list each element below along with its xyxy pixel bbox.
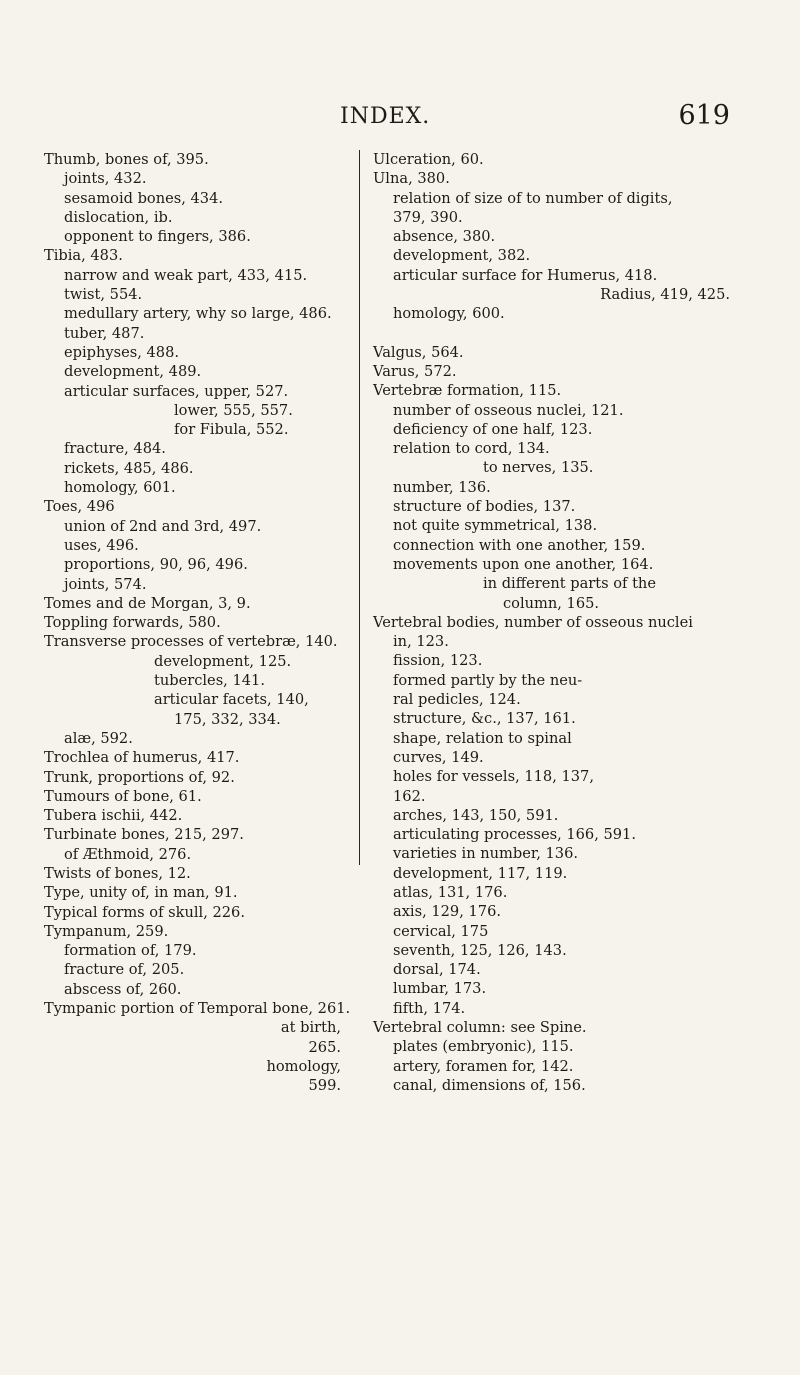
index-entry: Tumours of bone, 61. bbox=[44, 787, 202, 805]
index-entry: varieties in number, 136. bbox=[393, 845, 578, 863]
index-entry: formed partly by the neu- bbox=[393, 671, 583, 689]
index-entry: joints, 574. bbox=[64, 575, 147, 593]
index-entry: twist, 554. bbox=[64, 286, 143, 304]
index-entry: seventh, 125, 126, 143. bbox=[393, 941, 567, 959]
index-entry: connection with one another, 159. bbox=[393, 536, 646, 554]
index-entry: dorsal, 174. bbox=[393, 961, 481, 979]
index-entry: 599. bbox=[308, 1077, 341, 1095]
index-entry: Radius, 419, 425. bbox=[600, 286, 730, 304]
index-entry: of Æthmoid, 276. bbox=[64, 845, 192, 863]
index-entry: epiphyses, 488. bbox=[64, 343, 180, 361]
index-entry: formation of, 179. bbox=[64, 942, 197, 960]
index-entry: cervical, 175 bbox=[393, 922, 489, 940]
index-entry: deficiency of one half, 123. bbox=[393, 420, 593, 438]
index-entry: for Fibula, 552. bbox=[174, 421, 289, 439]
entry-gap bbox=[373, 324, 738, 343]
index-entry: Vertebral bodies, number of osseous nuclei bbox=[373, 613, 693, 631]
page-header bbox=[0, 100, 800, 140]
index-entry: articular facets, 140, bbox=[154, 691, 309, 709]
index-entry: curves, 149. bbox=[393, 748, 484, 766]
index-entry: articular surface for Humerus, 418. bbox=[393, 266, 658, 284]
index-entry: fission, 123. bbox=[393, 652, 483, 670]
index-column-right bbox=[373, 150, 738, 1095]
index-entry: Thumb, bones of, 395. bbox=[44, 151, 209, 168]
index-entry: proportions, 90, 96, 496. bbox=[64, 556, 248, 574]
index-entry: dislocation, ib. bbox=[64, 208, 173, 226]
index-entry: Vertebral column: see Spine. bbox=[373, 1019, 587, 1037]
index-entry: movements upon one another, 164. bbox=[393, 555, 654, 573]
index-entry: joints, 432. bbox=[64, 170, 147, 188]
index-entry: plates (embryonic), 115. bbox=[393, 1038, 574, 1056]
index-entry: opponent to fingers, 386. bbox=[64, 228, 251, 246]
index-entry: absence, 380. bbox=[393, 228, 496, 246]
index-entry: canal, dimensions of, 156. bbox=[393, 1076, 586, 1094]
page-number: 619 bbox=[678, 100, 730, 131]
index-entry: Twists of bones, 12. bbox=[44, 864, 191, 882]
index-entry: in different parts of the bbox=[483, 575, 656, 593]
index-entry: Ulceration, 60. bbox=[373, 151, 484, 168]
index-entry: number of osseous nuclei, 121. bbox=[393, 401, 624, 419]
index-entry: Tomes and de Morgan, 3, 9. bbox=[44, 594, 251, 612]
index-entry: Vertebræ formation, 115. bbox=[373, 382, 562, 400]
index-entry: Type, unity of, in man, 91. bbox=[44, 884, 238, 902]
index-entry: tubercles, 141. bbox=[154, 672, 265, 690]
index-entry: alæ, 592. bbox=[64, 729, 133, 747]
index-entry: development, 125. bbox=[154, 652, 292, 670]
index-entry: relation to cord, 134. bbox=[393, 440, 550, 458]
index-entry: development, 382. bbox=[393, 247, 531, 265]
index-entry: rickets, 485, 486. bbox=[64, 459, 194, 477]
index-entry: homology, 601. bbox=[64, 479, 176, 497]
index-entry: Toes, 496 bbox=[44, 498, 115, 516]
index-entry: medullary artery, why so large, 486. bbox=[64, 305, 332, 323]
index-entry: ral pedicles, 124. bbox=[393, 691, 521, 709]
index-entry: to nerves, 135. bbox=[483, 459, 594, 477]
index-entry: Tubera ischii, 442. bbox=[44, 807, 183, 825]
index-entry: narrow and weak part, 433, 415. bbox=[64, 266, 308, 284]
index-entry: Tympanic portion of Temporal bone, 261. bbox=[44, 1000, 351, 1018]
index-entry: structure of bodies, 137. bbox=[393, 498, 576, 516]
index-entry: Valgus, 564. bbox=[373, 343, 464, 361]
index-entry: 162. bbox=[393, 787, 426, 805]
index-entry: artery, foramen for, 142. bbox=[393, 1057, 574, 1075]
index-entry: not quite symmetrical, 138. bbox=[393, 517, 598, 535]
index-entry: development, 489. bbox=[64, 363, 202, 381]
index-entry: arches, 143, 150, 591. bbox=[393, 806, 559, 824]
index-entry: structure, &c., 137, 161. bbox=[393, 710, 576, 728]
index-entry: tuber, 487. bbox=[64, 324, 145, 342]
index-entry: Trochlea of humerus, 417. bbox=[44, 749, 240, 767]
index-entry: column, 165. bbox=[503, 594, 600, 612]
index-entry: Turbinate bones, 215, 297. bbox=[44, 826, 244, 844]
index-entry: Tympanum, 259. bbox=[44, 922, 169, 940]
index-entry: fracture of, 205. bbox=[64, 961, 185, 979]
index-entry: development, 117, 119. bbox=[393, 864, 568, 882]
index-entry: Varus, 572. bbox=[373, 362, 457, 380]
index-entry: Typical forms of skull, 226. bbox=[44, 903, 245, 921]
index-entry: lower, 555, 557. bbox=[174, 401, 293, 419]
index-entry: Ulna, 380. bbox=[373, 170, 450, 188]
index-entry: union of 2nd and 3rd, 497. bbox=[64, 517, 262, 535]
index-entry: abscess of, 260. bbox=[64, 980, 182, 998]
index-entry: homology, 600. bbox=[393, 305, 505, 323]
index-entry: articular surfaces, upper, 527. bbox=[64, 382, 289, 400]
index-entry: sesamoid bones, 434. bbox=[64, 189, 224, 207]
index-entry: atlas, 131, 176. bbox=[393, 883, 508, 901]
index-entry: uses, 496. bbox=[64, 536, 139, 554]
index-entry: Transverse processes of vertebræ, 140. bbox=[44, 633, 338, 651]
index-entry: articulating processes, 166, 591. bbox=[393, 826, 636, 844]
index-entry: Toppling forwards, 580. bbox=[44, 614, 221, 632]
index-entry: 379, 390. bbox=[393, 208, 463, 226]
index-entry: lumbar, 173. bbox=[393, 980, 487, 998]
index-entry: 175, 332, 334. bbox=[174, 710, 281, 728]
index-entry: 265. bbox=[308, 1038, 341, 1056]
column-divider bbox=[359, 150, 360, 865]
index-entry: number, 136. bbox=[393, 478, 491, 496]
index-entry: axis, 129, 176. bbox=[393, 903, 501, 921]
index-entry: in, 123. bbox=[393, 633, 449, 651]
index-entry: fracture, 484. bbox=[64, 440, 166, 458]
index-entry: homology, bbox=[266, 1057, 341, 1075]
index-entry: fifth, 174. bbox=[393, 999, 466, 1017]
index-entry: holes for vessels, 118, 137, bbox=[393, 768, 594, 786]
index-entry: shape, relation to spinal bbox=[393, 729, 572, 747]
running-title: INDEX. bbox=[340, 104, 431, 129]
index-entry: relation of size of to number of digits, bbox=[393, 189, 673, 207]
index-entry: at birth, bbox=[280, 1019, 341, 1037]
index-column-left bbox=[44, 150, 349, 1096]
index-entry: Tibia, 483. bbox=[44, 247, 123, 265]
index-entry: Trunk, proportions of, 92. bbox=[44, 768, 235, 786]
